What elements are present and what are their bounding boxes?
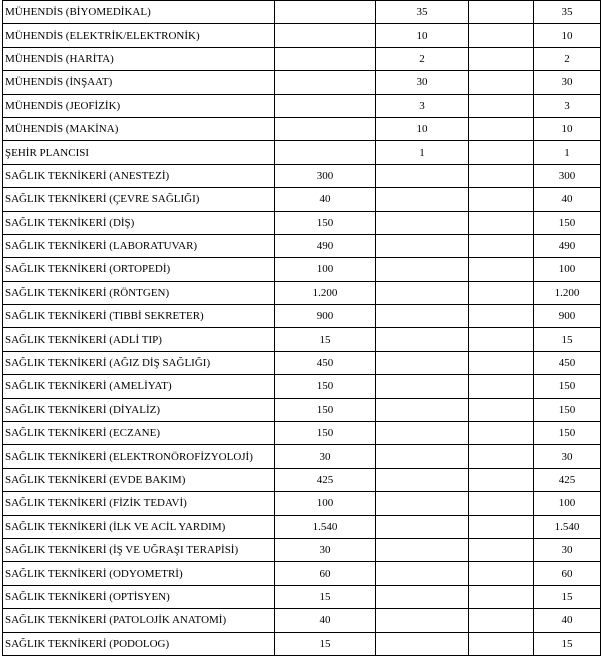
table-row — [3, 328, 601, 351]
count-cell-a: 15 — [275, 328, 376, 351]
table-row — [3, 188, 601, 211]
position-title-cell: SAĞLIK TEKNİKERİ (İLK VE ACİL YARDIM) — [3, 515, 275, 538]
table-row — [3, 47, 601, 70]
count-cell-a: 490 — [275, 234, 376, 257]
count-cell-a: 900 — [275, 305, 376, 328]
total-cell: 100 — [534, 258, 601, 281]
position-title-cell: SAĞLIK TEKNİKERİ (DİYALİZ) — [3, 398, 275, 421]
count-cell-b: 10 — [376, 117, 469, 140]
empty-cell — [469, 538, 534, 561]
total-cell: 30 — [534, 445, 601, 468]
total-cell: 490 — [534, 234, 601, 257]
empty-cell — [469, 445, 534, 468]
table-row — [3, 234, 601, 257]
position-title-cell: SAĞLIK TEKNİKERİ (OPTİSYEN) — [3, 585, 275, 608]
total-cell: 150 — [534, 422, 601, 445]
total-cell: 2 — [534, 47, 601, 70]
total-cell: 150 — [534, 211, 601, 234]
total-cell: 40 — [534, 188, 601, 211]
table-row — [3, 1, 601, 24]
empty-cell — [469, 24, 534, 47]
total-cell: 1 — [534, 141, 601, 164]
count-cell-b — [376, 258, 469, 281]
total-cell: 60 — [534, 562, 601, 585]
table-row — [3, 258, 601, 281]
table-row — [3, 351, 601, 374]
position-title-cell: MÜHENDİS (ELEKTRİK/ELEKTRONİK) — [3, 24, 275, 47]
position-title-cell: SAĞLIK TEKNİKERİ (ÇEVRE SAĞLIĞI) — [3, 188, 275, 211]
empty-cell — [469, 422, 534, 445]
count-cell-a: 1.540 — [275, 515, 376, 538]
empty-cell — [469, 328, 534, 351]
table-row — [3, 94, 601, 117]
total-cell: 30 — [534, 538, 601, 561]
position-title-cell: SAĞLIK TEKNİKERİ (PATOLOJİK ANATOMİ) — [3, 609, 275, 632]
position-title-cell: SAĞLIK TEKNİKERİ (ANESTEZİ) — [3, 164, 275, 187]
total-cell: 150 — [534, 375, 601, 398]
position-title-cell: MÜHENDİS (HARİTA) — [3, 47, 275, 70]
empty-cell — [469, 188, 534, 211]
table-row — [3, 164, 601, 187]
empty-cell — [469, 632, 534, 655]
count-cell-a: 30 — [275, 538, 376, 561]
count-cell-b — [376, 585, 469, 608]
total-cell: 450 — [534, 351, 601, 374]
total-cell: 425 — [534, 468, 601, 491]
total-cell: 3 — [534, 94, 601, 117]
count-cell-a: 300 — [275, 164, 376, 187]
empty-cell — [469, 141, 534, 164]
count-cell-b: 30 — [376, 71, 469, 94]
count-cell-a: 150 — [275, 398, 376, 421]
total-cell: 30 — [534, 71, 601, 94]
total-cell: 10 — [534, 24, 601, 47]
count-cell-a: 40 — [275, 609, 376, 632]
position-title-cell: SAĞLIK TEKNİKERİ (İŞ VE UĞRAŞI TERAPİSİ) — [3, 538, 275, 561]
count-cell-a: 15 — [275, 585, 376, 608]
count-cell-a — [275, 24, 376, 47]
table-row — [3, 445, 601, 468]
count-cell-b — [376, 211, 469, 234]
table-row — [3, 515, 601, 538]
total-cell: 15 — [534, 328, 601, 351]
empty-cell — [469, 609, 534, 632]
position-title-cell: MÜHENDİS (JEOFİZİK) — [3, 94, 275, 117]
table-row — [3, 281, 601, 304]
empty-cell — [469, 515, 534, 538]
count-cell-a: 1.200 — [275, 281, 376, 304]
position-title-cell: SAĞLIK TEKNİKERİ (PODOLOG) — [3, 632, 275, 655]
table-row — [3, 468, 601, 491]
count-cell-b — [376, 398, 469, 421]
count-cell-b — [376, 515, 469, 538]
position-title-cell: SAĞLIK TEKNİKERİ (FİZİK TEDAVİ) — [3, 492, 275, 515]
total-cell: 10 — [534, 117, 601, 140]
table-row — [3, 375, 601, 398]
staff-table — [2, 0, 601, 656]
count-cell-b: 10 — [376, 24, 469, 47]
table-row — [3, 211, 601, 234]
count-cell-a: 150 — [275, 422, 376, 445]
count-cell-a: 150 — [275, 211, 376, 234]
count-cell-a: 15 — [275, 632, 376, 655]
count-cell-b — [376, 445, 469, 468]
count-cell-b — [376, 188, 469, 211]
count-cell-a — [275, 71, 376, 94]
count-cell-b — [376, 281, 469, 304]
count-cell-b: 2 — [376, 47, 469, 70]
total-cell: 35 — [534, 1, 601, 24]
count-cell-b — [376, 351, 469, 374]
staff-table-body — [3, 1, 601, 656]
total-cell: 40 — [534, 609, 601, 632]
table-row — [3, 398, 601, 421]
total-cell: 1.540 — [534, 515, 601, 538]
count-cell-a: 40 — [275, 188, 376, 211]
position-title-cell: MÜHENDİS (BİYOMEDİKAL) — [3, 1, 275, 24]
table-row — [3, 562, 601, 585]
empty-cell — [469, 234, 534, 257]
count-cell-b — [376, 468, 469, 491]
position-title-cell: SAĞLIK TEKNİKERİ (ADLİ TIP) — [3, 328, 275, 351]
count-cell-b: 35 — [376, 1, 469, 24]
total-cell: 15 — [534, 632, 601, 655]
table-row — [3, 117, 601, 140]
count-cell-b — [376, 492, 469, 515]
total-cell: 1.200 — [534, 281, 601, 304]
empty-cell — [469, 281, 534, 304]
empty-cell — [469, 468, 534, 491]
position-title-cell: SAĞLIK TEKNİKERİ (TIBBİ SEKRETER) — [3, 305, 275, 328]
empty-cell — [469, 375, 534, 398]
position-title-cell: MÜHENDİS (MAKİNA) — [3, 117, 275, 140]
table-row — [3, 538, 601, 561]
position-title-cell: SAĞLIK TEKNİKERİ (AMELİYAT) — [3, 375, 275, 398]
count-cell-a: 450 — [275, 351, 376, 374]
position-title-cell: SAĞLIK TEKNİKERİ (RÖNTGEN) — [3, 281, 275, 304]
empty-cell — [469, 164, 534, 187]
count-cell-b: 3 — [376, 94, 469, 117]
count-cell-a: 100 — [275, 258, 376, 281]
empty-cell — [469, 47, 534, 70]
count-cell-a: 425 — [275, 468, 376, 491]
count-cell-b — [376, 422, 469, 445]
table-row — [3, 632, 601, 655]
total-cell: 15 — [534, 585, 601, 608]
position-title-cell: ŞEHİR PLANCISI — [3, 141, 275, 164]
table-row — [3, 24, 601, 47]
count-cell-b: 1 — [376, 141, 469, 164]
count-cell-b — [376, 562, 469, 585]
empty-cell — [469, 117, 534, 140]
empty-cell — [469, 258, 534, 281]
count-cell-b — [376, 234, 469, 257]
empty-cell — [469, 562, 534, 585]
position-title-cell: SAĞLIK TEKNİKERİ (ORTOPEDİ) — [3, 258, 275, 281]
count-cell-a: 100 — [275, 492, 376, 515]
count-cell-b — [376, 164, 469, 187]
total-cell: 150 — [534, 398, 601, 421]
position-title-cell: SAĞLIK TEKNİKERİ (ELEKTRONÖROFİZYOLOJİ) — [3, 445, 275, 468]
position-title-cell: SAĞLIK TEKNİKERİ (EVDE BAKIM) — [3, 468, 275, 491]
total-cell: 100 — [534, 492, 601, 515]
table-row — [3, 71, 601, 94]
count-cell-a — [275, 141, 376, 164]
empty-cell — [469, 398, 534, 421]
count-cell-b — [376, 328, 469, 351]
count-cell-a — [275, 117, 376, 140]
empty-cell — [469, 211, 534, 234]
count-cell-b — [376, 632, 469, 655]
count-cell-b — [376, 375, 469, 398]
table-row — [3, 492, 601, 515]
empty-cell — [469, 585, 534, 608]
count-cell-b — [376, 305, 469, 328]
table-row — [3, 609, 601, 632]
count-cell-b — [376, 538, 469, 561]
position-title-cell: MÜHENDİS (İNŞAAT) — [3, 71, 275, 94]
count-cell-b — [376, 609, 469, 632]
table-row — [3, 305, 601, 328]
position-title-cell: SAĞLIK TEKNİKERİ (LABORATUVAR) — [3, 234, 275, 257]
empty-cell — [469, 1, 534, 24]
position-title-cell: SAĞLIK TEKNİKERİ (AĞIZ DİŞ SAĞLIĞI) — [3, 351, 275, 374]
total-cell: 300 — [534, 164, 601, 187]
empty-cell — [469, 492, 534, 515]
position-title-cell: SAĞLIK TEKNİKERİ (DİŞ) — [3, 211, 275, 234]
count-cell-a: 30 — [275, 445, 376, 468]
table-row — [3, 585, 601, 608]
position-title-cell: SAĞLIK TEKNİKERİ (ECZANE) — [3, 422, 275, 445]
count-cell-a — [275, 94, 376, 117]
total-cell: 900 — [534, 305, 601, 328]
empty-cell — [469, 305, 534, 328]
table-row — [3, 422, 601, 445]
position-title-cell: SAĞLIK TEKNİKERİ (ODYOMETRİ) — [3, 562, 275, 585]
empty-cell — [469, 71, 534, 94]
count-cell-a: 60 — [275, 562, 376, 585]
empty-cell — [469, 351, 534, 374]
count-cell-a: 150 — [275, 375, 376, 398]
empty-cell — [469, 94, 534, 117]
table-row — [3, 141, 601, 164]
count-cell-a — [275, 47, 376, 70]
count-cell-a — [275, 1, 376, 24]
